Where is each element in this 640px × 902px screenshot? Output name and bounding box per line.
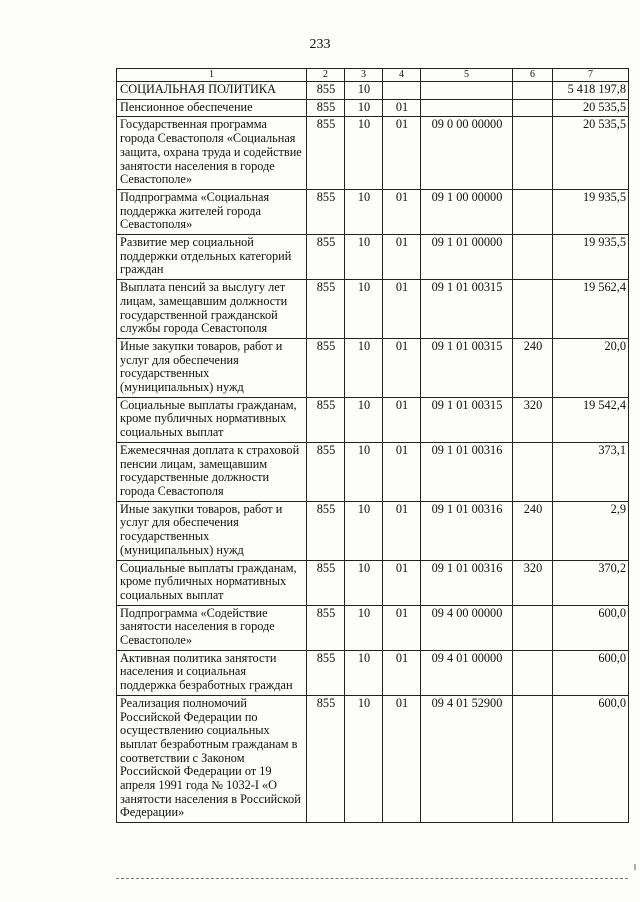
row-amount: 19 542,4 — [553, 397, 629, 442]
column-header: 4 — [383, 69, 421, 82]
row-name: Выплата пенсий за выслугу лет лицам, замещавшим должности государственной гражданской службы города Севастополя — [117, 280, 307, 339]
row-section-code: 10 — [345, 560, 383, 605]
row-name: Иные закупки товаров, работ и услуг для обеспечения государственных (муниципальных) нужд — [117, 501, 307, 560]
row-subsection-code: 01 — [383, 189, 421, 234]
row-ministry-code: 855 — [307, 560, 345, 605]
row-target-article: 09 1 01 00315 — [421, 338, 513, 397]
row-amount: 5 418 197,8 — [553, 82, 629, 100]
row-section-code: 10 — [345, 189, 383, 234]
row-subsection-code: 01 — [383, 397, 421, 442]
page-number: 233 — [309, 37, 331, 52]
row-section-code: 10 — [345, 117, 383, 190]
row-amount: 600,0 — [553, 650, 629, 695]
row-amount: 19 935,5 — [553, 235, 629, 280]
row-section-code: 10 — [345, 99, 383, 117]
row-amount: 2,9 — [553, 501, 629, 560]
row-target-article: 09 0 00 00000 — [421, 117, 513, 190]
row-target-article: 09 1 01 00315 — [421, 397, 513, 442]
row-name: Активная политика занятости населения и социальная поддержка безработных граждан — [117, 650, 307, 695]
column-header: 5 — [421, 69, 513, 82]
row-ministry-code: 855 — [307, 397, 345, 442]
row-section-code: 10 — [345, 82, 383, 100]
row-ministry-code: 855 — [307, 501, 345, 560]
row-name: Иные закупки товаров, работ и услуг для обеспечения государственных (муниципальных) нужд — [117, 338, 307, 397]
row-amount: 20,0 — [553, 338, 629, 397]
table-row — [117, 560, 629, 605]
budget-table — [116, 68, 629, 823]
column-header: 2 — [307, 69, 345, 82]
row-expense-type — [513, 235, 553, 280]
row-name: Развитие мер социальной поддержки отдельных категорий граждан — [117, 235, 307, 280]
row-target-article: 09 1 01 00316 — [421, 442, 513, 501]
row-name: Подпрограмма «Социальная поддержка жителей города Севастополя» — [117, 189, 307, 234]
row-amount: 19 562,4 — [553, 280, 629, 339]
row-name: СОЦИАЛЬНАЯ ПОЛИТИКА — [117, 82, 307, 100]
row-subsection-code: 01 — [383, 605, 421, 650]
row-expense-type — [513, 695, 553, 822]
row-subsection-code: 01 — [383, 560, 421, 605]
row-subsection-code: 01 — [383, 650, 421, 695]
row-subsection-code: 01 — [383, 280, 421, 339]
table-row — [117, 650, 629, 695]
row-target-article: 09 4 00 00000 — [421, 605, 513, 650]
row-subsection-code: 01 — [383, 99, 421, 117]
row-amount: 370,2 — [553, 560, 629, 605]
row-subsection-code: 01 — [383, 442, 421, 501]
row-expense-type — [513, 82, 553, 100]
row-target-article — [421, 99, 513, 117]
row-ministry-code: 855 — [307, 235, 345, 280]
row-expense-type — [513, 117, 553, 190]
row-name: Государственная программа города Севастополя «Социальная защита, охрана труда и содействие занятости населения в городе Севастополе» — [117, 117, 307, 190]
table-row — [117, 442, 629, 501]
row-ministry-code: 855 — [307, 695, 345, 822]
row-section-code: 10 — [345, 605, 383, 650]
row-section-code: 10 — [345, 338, 383, 397]
table-row — [117, 117, 629, 190]
row-amount: 20 535,5 — [553, 99, 629, 117]
row-section-code: 10 — [345, 650, 383, 695]
table-row — [117, 397, 629, 442]
row-ministry-code: 855 — [307, 338, 345, 397]
row-subsection-code: 01 — [383, 338, 421, 397]
table-row — [117, 338, 629, 397]
row-target-article: 09 1 01 00316 — [421, 560, 513, 605]
margin-mark — [634, 864, 636, 870]
row-section-code: 10 — [345, 442, 383, 501]
column-header: 6 — [513, 69, 553, 82]
row-target-article: 09 1 00 00000 — [421, 189, 513, 234]
table-row — [117, 501, 629, 560]
row-expense-type — [513, 280, 553, 339]
row-amount: 373,1 — [553, 442, 629, 501]
row-expense-type: 240 — [513, 338, 553, 397]
column-header: 3 — [345, 69, 383, 82]
table-row — [117, 695, 629, 822]
row-subsection-code: 01 — [383, 117, 421, 190]
row-section-code: 10 — [345, 397, 383, 442]
row-expense-type — [513, 189, 553, 234]
row-section-code: 10 — [345, 235, 383, 280]
row-section-code: 10 — [345, 501, 383, 560]
row-expense-type — [513, 650, 553, 695]
row-expense-type — [513, 605, 553, 650]
row-section-code: 10 — [345, 695, 383, 822]
row-amount: 19 935,5 — [553, 189, 629, 234]
table-row — [117, 99, 629, 117]
column-header: 7 — [553, 69, 629, 82]
row-expense-type: 320 — [513, 560, 553, 605]
row-target-article: 09 4 01 52900 — [421, 695, 513, 822]
row-amount: 600,0 — [553, 605, 629, 650]
row-target-article: 09 1 01 00316 — [421, 501, 513, 560]
row-name: Ежемесячная доплата к страховой пенсии лицам, замещавшим государственные должности города Севастополя — [117, 442, 307, 501]
header-row — [117, 69, 629, 82]
row-section-code: 10 — [345, 280, 383, 339]
row-expense-type: 320 — [513, 397, 553, 442]
row-target-article — [421, 82, 513, 100]
row-ministry-code: 855 — [307, 117, 345, 190]
row-subsection-code: 01 — [383, 501, 421, 560]
table-row — [117, 82, 629, 100]
row-ministry-code: 855 — [307, 99, 345, 117]
row-subsection-code: 01 — [383, 695, 421, 822]
table-row — [117, 235, 629, 280]
row-expense-type — [513, 442, 553, 501]
row-expense-type: 240 — [513, 501, 553, 560]
row-target-article: 09 1 01 00000 — [421, 235, 513, 280]
row-subsection-code: 01 — [383, 235, 421, 280]
row-subsection-code — [383, 82, 421, 100]
row-ministry-code: 855 — [307, 82, 345, 100]
row-ministry-code: 855 — [307, 605, 345, 650]
row-expense-type — [513, 99, 553, 117]
row-ministry-code: 855 — [307, 442, 345, 501]
row-target-article: 09 1 01 00315 — [421, 280, 513, 339]
row-name: Пенсионное обеспечение — [117, 99, 307, 117]
row-amount: 20 535,5 — [553, 117, 629, 190]
row-ministry-code: 855 — [307, 650, 345, 695]
table-row — [117, 605, 629, 650]
row-amount: 600,0 — [553, 695, 629, 822]
row-name: Подпрограмма «Содействие занятости населения в городе Севастополе» — [117, 605, 307, 650]
row-target-article: 09 4 01 00000 — [421, 650, 513, 695]
row-ministry-code: 855 — [307, 189, 345, 234]
bottom-divider — [116, 878, 628, 879]
table-row — [117, 280, 629, 339]
row-name: Социальные выплаты гражданам, кроме публичных нормативных социальных выплат — [117, 560, 307, 605]
row-name: Реализация полномочий Российской Федерации по осуществлению социальных выплат безработным гражданам в соответствии с Законом Российской Федерации от 19 апреля 1991 года № 1032-I «О занятости населения в Российской Федерации» — [117, 695, 307, 822]
row-name: Социальные выплаты гражданам, кроме публичных нормативных социальных выплат — [117, 397, 307, 442]
column-header: 1 — [117, 69, 307, 82]
row-ministry-code: 855 — [307, 280, 345, 339]
table-row — [117, 189, 629, 234]
